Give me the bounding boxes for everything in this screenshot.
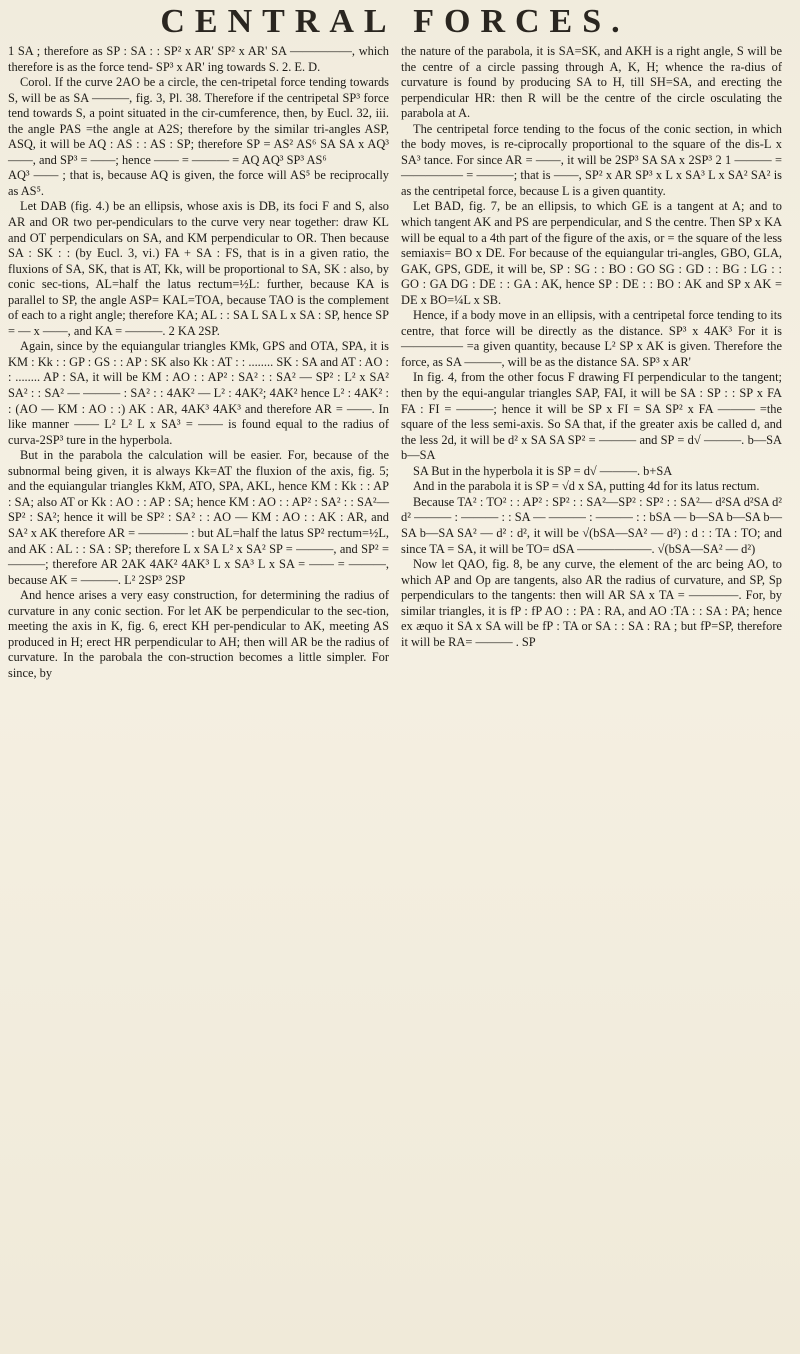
right-column — [401, 44, 782, 681]
right-paragraph-7: And in the parabola it is SP = √d x SA, putting 4d for its latus rectum. — [413, 479, 760, 494]
right-paragraph-2: The centripetal force tending to the focus of the conic section, in which the body moves, is re-ciprocally proportional to the square of the dis-L x SA³ tance. For since AR = ——, it will be 2SP³ SA SA x 2SP³ 2 1 ——— = ————— = ———; that is ——, SP² x AR SP³ x L x SA³ L x SA² SA² is as the centripetal force, because L is a given quantity. — [401, 121, 782, 198]
right-paragraph-5: In fig. 4, from the other focus F drawing FI perpendicular to the tangent; then by the equi-angular triangles SAP, FAI, it will be SA : SP : : SP x FA FA : FI = ———; hence it will be SP x FI = SA SP² x FA ——— =the square of the less semi-axis. So SA that, if the greater axis be called d, and the less 2d, it will be d² x SA SA SP² = ——— and SP = d√ ———. b—SA b—SA — [401, 370, 782, 463]
text-columns — [8, 44, 782, 681]
right-paragraph-4: Hence, if a body move in an ellipsis, with a centripetal force tending to its centre, that force will be directly as the distance. SP³ x 4AK³ For it is ————— =a given quantity, because L² SP x AK is given. Therefore the force, as SA ———, will be as the distance SA. SP³ x AR' — [401, 308, 782, 369]
right-paragraph-6: SA But in the hyperbola it is SP = d√ ———. b+SA — [413, 463, 673, 478]
left-column — [8, 44, 389, 681]
left-paragraph-2: Corol. If the curve 2AO be a circle, the cen-tripetal force tending towards S, will be as SA ———, fig. 3, Pl. 38. Therefore if the centripetal SP³ force tend towards S, a point situated in the cir-cumference, then, by Eucl. 32, iii. the angle PAS =the angle at A2S; therefore by the similar tri-angles ASP, ASQ, it will be AQ : AS : : AS : SP; therefore SP = AS² AS⁶ SA SA x AQ³ ——, and SP³ = ——; hence —— = ——— = AQ AQ³ SP³ AS⁶ — [8, 75, 389, 167]
left-paragraph-6: But in the parabola the calculation will be easier. For, because of the subnormal being given, it is always Kk=AT the fluxion of the axis, fig. 5; and the equiangular triangles KkM, ATO, SPA, AKL, hence KM : Kk : : AP : SA; also AT or Kk : AO : : AP : SA; hence KM : AO : : AP² : SA² : : SA²—SP² : SA²; hence it will be SP² : SA² : : AO — KM : AO : : AK : AR, and SA² x AK therefore AR = ———— : but AL=half the latus SP² rectum=½L, and AK : AL : : SA : SP; therefore L x SA L² x SA² SP = ———, and SP² = ———; therefore AR 2AK 4AK² 4AK³ L x SA³ L x SA = —— = ———, because AK = ———. L² 2SP³ 2SP — [8, 448, 389, 587]
left-paragraph-3: AQ³ —— ; that is, because AQ is given, the force will AS⁵ be reciprocally as AS⁵. — [8, 168, 389, 198]
right-paragraph-8: Because TA² : TO² : : AP² : SP² : : SA²—SP² : SP² : : SA²— d²SA d²SA d² d² ——— : ——— : : SA — ——— : ——— : : bSA — b—SA b—SA b—SA b—SA SA² — d² : d², it will be √(bSA—SA² — d²) : d : : TA : TO; and since TA = SA, it will be TO= dSA ——————. √(bSA—SA² — d²) — [401, 494, 782, 556]
left-paragraph-5: Again, since by the equiangular triangles KMk, GPS and OTA, SPA, it is KM : Kk : : GP : GS : : AP : SK also Kk : AT : : ........ SK : SA and AT : AO : : ........ AP : SA, it will be KM : AO : : AP² : SA² : : SA² — SP² : L² x SA² SA² : : SA² — ——— : SA² : : 4AK² — L² : 4AK²; 4AK² hence L² : 4AK² : : (AO — KM : AO : :) AK : AR, 4AK³ 4AK³ and therefore AR = ——. In like manner —— L² L² L x SA³ = —— is found equal to the radius of curva-2SP³ ture in the hyperbola. — [8, 339, 389, 447]
left-paragraph-1: 1 SA ; therefore as SP : SA : : SP² x AR' SP² x AR' SA —————, which therefore is as the force tend- SP³ x AR' ing towards S. 2. E. D. — [8, 44, 389, 74]
right-paragraph-9: Now let QAO, fig. 8, be any curve, the element of the arc being AO, to which AP and Op are tangents, also AR the radius of curvature, and SP, Sp perpendiculars to the tangents: then will AR SA x TA = ————. For, by similar triangles, it is fP : fP AO : : PA : RA, and AO :TA : : SA : PA; hence ex æquo it SA x SA will be fP : TA or SA : : SA : RA ; but fP=SP, therefore it will be RA= ——— . SP — [401, 557, 782, 649]
right-paragraph-3: Let BAD, fig. 7, be an ellipsis, to which GE is a tangent at A; and to which tangent AK and PS are perpendicular, and S the centre. Then SP x KA will be equal to a 4th part of the figure of the axis, or = the square of the less semiaxis= BO x DE. For because of the equiangular tri-angles, GBO, GLA, GAK, GPS, GDE, it will be, SP : SG : : BO : GO SG : GD : : BG : LG : : GO : GA DG : DE : : GA : AK, hence SP : DE : : BO : AK and SP x AK = DE x BO=¼L x SB. — [401, 199, 782, 307]
left-paragraph-4: Let DAB (fig. 4.) be an ellipsis, whose axis is DB, its foci F and S, also AR and OR two per-pendiculars to the curve very near together: draw KL and OT perpendiculars on SA, and KM perpendicular to OR. Then because SA : SK : : (by Eucl. 3, vi.) FA + SA : FS, that is in a given ratio, the fluxions of SA, SK, that is AT, Kk, will be proportional to SA, SK : also, by conic sec-tions, AL=half the latus rectum=½L: further, because KA is parallel to SP, the angle ASP= KAL=TOA, because TAO is the complement of each to a right angle; therefore KA; AL : : SA L SA L x SA : SP, hence SP = — x ——, and KA = ———. 2 KA 2SP. — [8, 199, 389, 338]
left-paragraph-7: And hence arises a very easy construction, for determining the radius of curvature in any conic section. For let AK be perpendicular to the sec-tion, meeting the axis in K, fig. 6, erect KH per-pendicular to AK, meeting AS produced in H; erect HR perpendicular to AH; then will AR be the radius of curvature. In the parobala the con-struction becomes a little simpler. For since, by — [8, 588, 389, 680]
running-head: CENTRAL FORCES. — [160, 3, 630, 40]
right-paragraph-1: the nature of the parabola, it is SA=SK, and AKH is a right angle, S will be the centre of a circle passing through A, K, H; whence the ra-dius of curvature is found by producing SA to H, till SH=SA, and erecting the perpendicular HR: then R will be the centre of the circle osculating the parabola at A. — [401, 44, 782, 121]
